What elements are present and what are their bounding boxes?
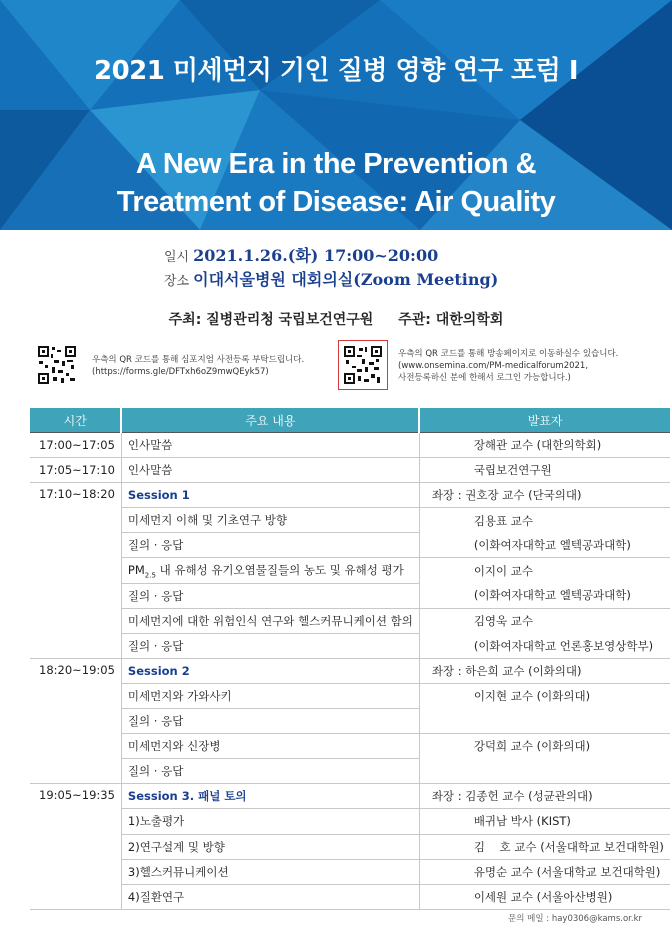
registration-qr-code[interactable]: [37, 345, 77, 385]
row-time: 17:05~17:10: [30, 458, 121, 483]
place-value: 이대서울병원 대회의실(Zoom Meeting): [193, 270, 499, 289]
registration-qr-line1: 우측의 QR 코드를 통해 심포지엄 사전등록 부탁드립니다.: [92, 355, 305, 365]
row-content: 질의 · 응답: [121, 633, 419, 658]
table-row: [30, 608, 670, 633]
row-content: 미세먼지 이해 및 기초연구 방향: [121, 508, 419, 533]
session2-chair: 좌장 : 하은희 교수 (이화의대): [419, 658, 670, 683]
table-row: [30, 633, 670, 658]
row-presenter-affiliation: (이화여자대학교 언론홍보영상학부): [419, 633, 670, 658]
session2-title: Session 2: [121, 658, 419, 683]
header-time: 시간: [30, 408, 121, 433]
row-content: 질의 · 응답: [121, 759, 419, 784]
table-row: [30, 809, 670, 834]
title-en-line2: Treatment of Disease: Air Quality: [116, 186, 556, 218]
forum-title-korean: 2021 미세먼지 기인 질병 영향 연구 포럼 Ⅰ: [93, 56, 579, 86]
table-row: [30, 683, 670, 708]
place-label: 장소: [164, 274, 190, 289]
session2-row: [30, 658, 670, 683]
row-content: 인사말씀: [121, 458, 419, 483]
table-row: [30, 834, 670, 859]
row-presenter: 장해관 교수 (대한의학회): [419, 433, 670, 458]
event-place: [164, 267, 498, 290]
broadcast-qr-line3: 사전등록하신 분에 한해서 로그인 가능합니다.): [398, 373, 571, 383]
row-presenter: 유명순 교수 (서울대학교 보건대학원): [419, 859, 670, 884]
date-value: 2021.1.26.(화) 17:00~20:00: [193, 246, 439, 265]
row-content: 미세먼지에 대한 위험인식 연구와 헬스커뮤니케이션 함의: [121, 608, 419, 633]
row-content: 4)질환연구: [121, 884, 419, 909]
host-text: 주최: 질병관리청 국립보건연구원: [168, 312, 374, 328]
session1-chair: 좌장 : 권호장 교수 (단국의대): [419, 483, 670, 508]
schedule-table: [30, 408, 670, 910]
event-date: [164, 243, 438, 266]
row-content: 질의 · 응답: [121, 709, 419, 734]
row-content: 2)연구설계 및 방향: [121, 834, 419, 859]
table-row: [30, 533, 670, 558]
table-row: [30, 859, 670, 884]
table-row: [30, 558, 670, 583]
session3-row: [30, 784, 670, 809]
row-time: 17:00~17:05: [30, 433, 121, 458]
row-presenter-affiliation: (이화여자대학교 엘텍공과대학): [419, 583, 670, 608]
table-row: [30, 884, 670, 909]
row-presenter: 배귀남 박사 (KIST): [419, 809, 670, 834]
contact-email[interactable]: 문의 메일 : hay0306@kams.or.kr: [508, 914, 642, 924]
row-presenter: 강덕희 교수 (이화의대): [419, 734, 670, 784]
host-line: [0, 309, 672, 329]
broadcast-qr-line2: (www.onsemina.com/PM-medicalforum2021,: [398, 361, 589, 371]
row-presenter: 이지현 교수 (이화의대): [419, 683, 670, 733]
row-content: 질의 · 응답: [121, 583, 419, 608]
table-row: [30, 508, 670, 533]
forum-title-english: [0, 145, 672, 221]
row-content: 3)헬스커뮤니케이션: [121, 859, 419, 884]
broadcast-qr-code[interactable]: [343, 345, 383, 385]
row-presenter: 이지이 교수: [473, 563, 534, 578]
row-content: 미세먼지와 신장병: [121, 734, 419, 759]
session3-time: 19:05~19:35: [30, 784, 121, 909]
pm-rest: 내 유해성 유기오염물질들의 농도 및 유해성 평가: [155, 562, 404, 577]
session3-title: Session 3. 패널 토의: [121, 784, 419, 809]
title-en-line1: A New Era in the Prevention &: [135, 148, 537, 180]
date-label: 일시: [164, 250, 190, 265]
header-content: 주요 내용: [121, 408, 419, 433]
pm-text: PM: [127, 562, 145, 577]
table-row: [30, 583, 670, 608]
row-content-pm25: [121, 558, 419, 583]
row-content: 1)노출평가: [121, 809, 419, 834]
table-header-row: [30, 408, 670, 433]
session1-title: Session 1: [121, 483, 419, 508]
row-presenter: 김영욱 교수: [473, 613, 534, 628]
row-content: 인사말씀: [121, 433, 419, 458]
session3-chair: 좌장 : 김종헌 교수 (성균관의대): [419, 784, 670, 809]
row-presenter: 국립보건연구원: [419, 458, 670, 483]
broadcast-qr-text: [398, 348, 618, 384]
table-row: [30, 458, 670, 483]
table-row: [30, 734, 670, 759]
row-presenter: 김용표 교수: [473, 513, 534, 528]
pm-subscript: 2.5: [144, 571, 156, 580]
row-presenter-affiliation: (이화여자대학교 엘텍공과대학): [419, 533, 670, 558]
row-content: 미세먼지와 가와사키: [121, 683, 419, 708]
session2-time: 18:20~19:05: [30, 658, 121, 783]
header-presenter: 발표자: [419, 408, 670, 433]
header-banner: [0, 0, 672, 230]
table-row: [30, 433, 670, 458]
row-presenter: 김 호 교수 (서울대학교 보건대학원): [419, 834, 670, 859]
row-content: 질의 · 응답: [121, 533, 419, 558]
registration-qr-line2: (https://forms.gle/DFTxh6oZ9mwQEyk57): [92, 367, 269, 377]
registration-qr-text: [92, 354, 304, 378]
organizer-text: 주관: 대한의학회: [398, 312, 504, 328]
session1-row: [30, 483, 670, 508]
broadcast-qr-line1: 우측의 QR 코드를 통해 방송페이지로 이동하실수 있습니다.: [398, 349, 619, 359]
row-presenter: 이세원 교수 (서울아산병원): [419, 884, 670, 909]
session1-time: 17:10~18:20: [30, 483, 121, 659]
